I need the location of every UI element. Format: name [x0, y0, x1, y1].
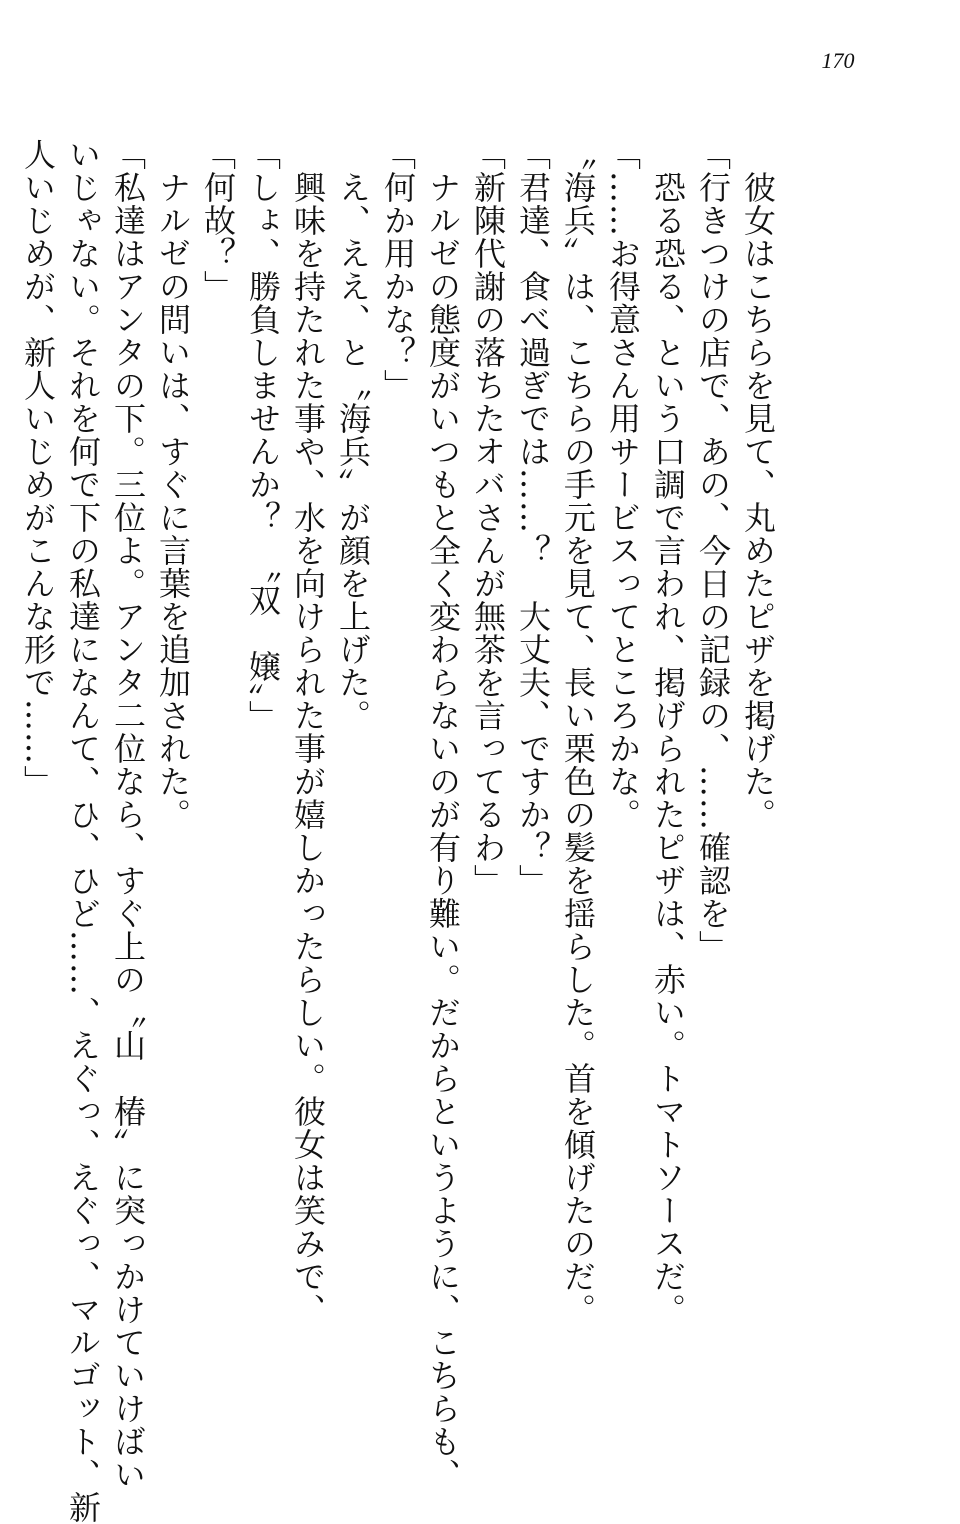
text-line: 興味を持たれた事や、水を向けられた事が嬉しかったらしい。彼女は笑みで、	[289, 138, 327, 1326]
text-line: ナルゼの態度がいつもと全く変わらないのが有り難い。だからというように、こちらも、	[424, 138, 462, 1491]
text-line: 「……お得意さん用サービスってところかな。	[604, 138, 642, 831]
text-line: 「新陳代謝の落ちたオバさんが無茶を言ってるわ」	[469, 138, 507, 897]
text-line: ナルゼの問いは、すぐに言葉を追加された。	[154, 138, 192, 831]
text-line: 「しょ、勝負しませんか？ 〝双 嬢〟」	[244, 138, 282, 733]
page-number: 170	[821, 48, 855, 73]
text-line: 〝海兵〟は、こちらの手元を見て、長い栗色の髪を揺らした。首を傾げたのだ。	[559, 138, 597, 1326]
text-line: え、ええ、と〝海兵〟が顔を上げた。	[334, 138, 372, 732]
text-line: 「何故？」	[199, 138, 237, 303]
text-line: 「何か用かな？」	[379, 138, 417, 402]
text-line: 「君達、食べ過ぎでは……？ 大丈夫、ですか？」	[514, 138, 552, 897]
text-line: 人いじめが、新人いじめがこんな形で……」	[19, 138, 57, 798]
text-line: 恐る恐る、という口調で言われ、掲げられたピザは、赤い。トマトソースだ。	[649, 138, 687, 1326]
text-line: いじゃない。それを何で下の私達になんて、ひ、ひど……、えぐっ、えぐっ、マルゴット、新	[64, 138, 102, 1524]
text-line: 彼女はこちらを見て、丸めたピザを掲げた。	[739, 138, 777, 831]
text-line: 「私達はアンタの下。三位よ。アンタ二位なら、すぐ上の〝山 椿〟に突っかけていけばい	[109, 138, 147, 1491]
body-text	[19, 138, 780, 1524]
text-line: 「行きつけの店で、あの、今日の記録の、……確認を」	[694, 138, 732, 963]
